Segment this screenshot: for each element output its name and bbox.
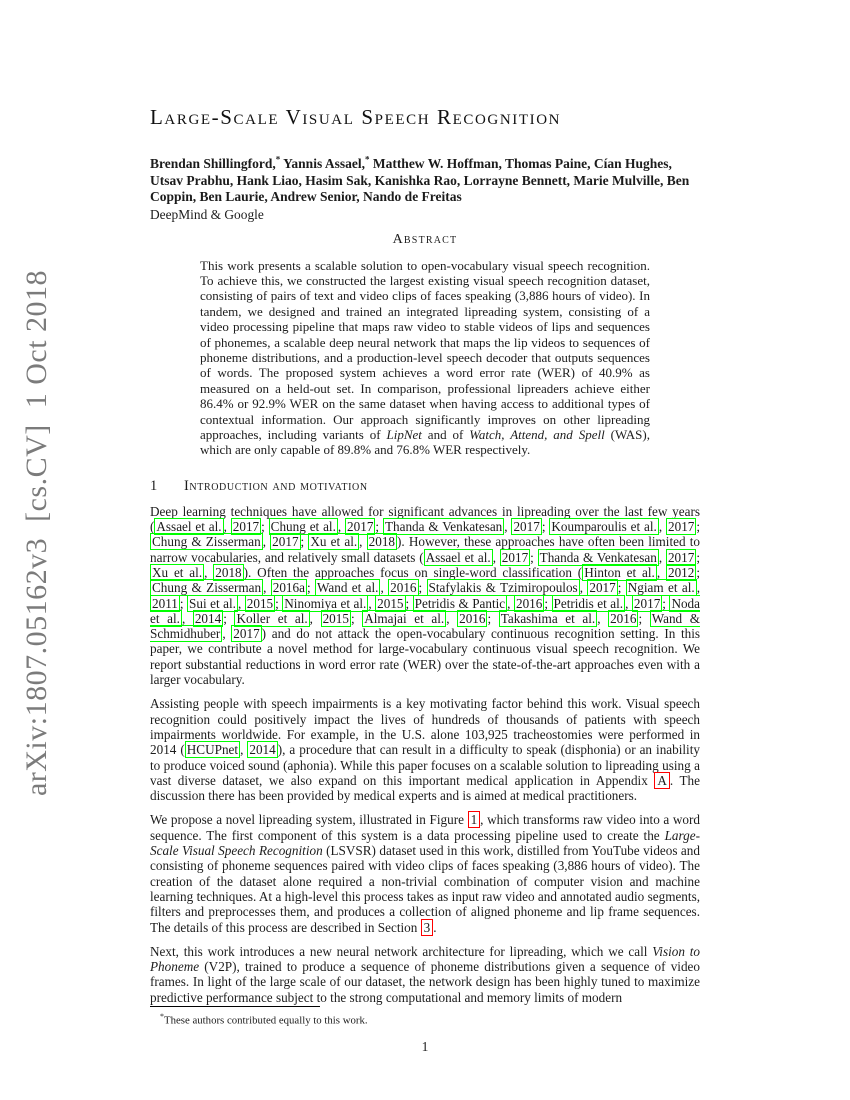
italic-text: LipNet (386, 426, 422, 442)
citation-link[interactable]: 2018 (215, 564, 242, 580)
citation-link[interactable]: Koumparoulis et al. (551, 519, 657, 535)
citation-link[interactable]: 2017 (633, 595, 661, 611)
footnote-marker: * (364, 154, 370, 165)
paragraph-intro-citations: Deep learning techniques have allowed for significant advances in lipreading over the last few years ( Assael et al. , 2017 ; Chung et al. , 2017 ; Thanda & Venkatesan , 2017 ; Koumparoulis et al. , 2017 ; Chung & Zisserman , 2017 ; Xu et al. , 2018 ). However, these approaches have often been limited to narrow vocabularies, and relatively small datasets ( Assael et al. , 2017 ; Thanda & Venkatesan , 2017 ; Xu et al. , 2018 ). Often the approaches focus on single-word classification ( Hinton et al. , 2012 ; Chung & Zisserman , 2016a ; Wand et al. , 2016 ; Stafylakis & Tzimiropoulos , 2017 ; Ngiam et al. , 2011 ; Sui et al. , 2015 ; Ninomiya et al. , 2015 ; Petridis & Pantic , 2016 ; Petridis et al. , 2017 ; Noda et al. , 2014 ; Koller et al. , 2015 ; Almajai et al. , 2016 ; Takashima et al. , 2016 ; Wand & Schmidhuber , 2017 ) and do not attack the open-vocabulary continuous recognition setting. In this paper, we contribute a novel method for large-vocabulary continuous visual speech recognition. We report substantial reductions in word error rate (WER) over the state-of-the-art approaches even with a larger vocabulary. (150, 503, 701, 688)
footnote-body: These authors contributed equally to this work. (164, 1014, 368, 1027)
citation-link[interactable]: Assael et al. (156, 519, 222, 535)
section-number: 1 (150, 477, 158, 494)
paragraph-v2p-network: Next, this work introduces a new neural network architecture for lipreading, which we call Vision to Phoneme (V2P), trained to produce a sequence of phoneme distributions given a sequence of video frames. In light of the large scale of our dataset, the network design has been highly tuned to maximize predictive performance subject to the strong computational and memory limits of modern (150, 943, 700, 1005)
citation-link[interactable]: Ninomiya et al. (284, 595, 367, 611)
italic-text: Vision to Phoneme (150, 943, 700, 975)
italic-text: Large-Scale Visual Speech Recognition (150, 827, 700, 859)
citation-link[interactable]: 2017 (589, 580, 616, 596)
citation-link[interactable]: Almajai et al. (364, 610, 445, 626)
citation-link[interactable]: Chung et al. (270, 519, 336, 535)
citation-link[interactable]: 2016 (515, 595, 543, 611)
citation-link[interactable]: 2015 (246, 595, 274, 611)
citation-link[interactable]: 2018 (368, 534, 395, 550)
citation-link[interactable]: Petridis et al. (553, 595, 624, 611)
citation-link[interactable]: Ngiam et al. (627, 580, 695, 596)
footnote (150, 1006, 700, 1028)
page-number: 1 (421, 1039, 429, 1054)
paper-title: Large-Scale Visual Speech Recognition (150, 105, 562, 129)
citation-link[interactable]: Takashima et al. (500, 610, 596, 626)
citation-link[interactable]: 2011 (152, 595, 178, 611)
footnote-rule (150, 1006, 320, 1007)
internal-ref-link[interactable]: A (654, 772, 670, 789)
citation-link[interactable]: HCUPnet (186, 742, 239, 758)
citation-link[interactable]: 2017 (347, 519, 374, 535)
italic-text: Watch, Attend, and Spell (469, 426, 605, 442)
citation-link[interactable]: 2016a (272, 580, 305, 596)
citation-link[interactable]: 2016 (390, 580, 417, 596)
paragraph-system-overview: We propose a novel lipreading system, illustrated in Figure 1 , which transforms raw video into a word sequence. The first component of this system is a data processing pipeline used to create the Large-Scale Visual Speech Recognition (LSVSR) dataset used in this work, distilled from YouTube videos and consisting of phoneme sequences paired with video clips of faces speaking (3,886 hours of video). The creation of the dataset alone required a non-trivial combination of computer vision and machine learning techniques. At a high-level this process takes as input raw video and annotated audio segments, filters and preprocesses them, and produces a collection of aligned phoneme and lip frame sequences. The details of this process are described in Section 3 . (150, 812, 700, 935)
paper-content (150, 0, 700, 1005)
citation-link[interactable]: 2017 (232, 519, 260, 535)
citation-link[interactable]: Thanda & Venkatesan (384, 519, 503, 535)
citation-link[interactable]: 2016 (610, 610, 637, 626)
citation-link[interactable]: Chung & Zisserman (152, 580, 262, 596)
affiliation: DeepMind & Google (150, 206, 264, 222)
section-heading (150, 478, 700, 495)
citation-link[interactable]: 2014 (249, 742, 276, 758)
citation-link[interactable]: 2017 (668, 519, 695, 535)
citation-link[interactable]: Xu et al. (310, 534, 358, 550)
citation-link[interactable]: Assael et al. (425, 549, 491, 565)
citation-link[interactable]: 2017 (233, 626, 260, 642)
citation-link[interactable]: 2016 (459, 610, 486, 626)
footnote-marker: * (275, 154, 281, 165)
citation-link[interactable]: Petridis & Pantic (414, 595, 506, 611)
abstract-body: This work presents a scalable solution to open-vocabulary visual speech recognition. To achieve this, we constructed the largest existing visual speech recognition dataset, consisting of pairs of text and video clips of faces speaking (3,886 hours of video). In tandem, we designed and trained an integrated lipreading system, consisting of a video processing pipeline that maps raw video to stable videos of lips and sequences of phonemes, a scalable deep neural network that maps the lip videos to sequences of phoneme distributions, and a production-level speech decoder that outputs sequences of words. The proposed system achieves a word error rate (WER) of 40.9% as measured on a held-out set. In comparison, professional lipreaders achieve either 86.4% or 92.9% WER on the same dataset when having access to additional types of contextual information. Our approach significantly improves on other lipreading approaches, including variants of LipNet and of Watch, Attend, and Spell (WAS), which are only capable of 89.8% and 76.8% WER respectively. (200, 257, 650, 458)
footnote-marker: * (160, 1012, 164, 1021)
citation-link[interactable]: Chung & Zisserman (152, 534, 261, 550)
author-list: Brendan Shillingford,* Yannis Assael,* Matthew W. Hoffman, Thomas Paine, Cían Hughes, Utsav Prabhu, Hank Liao, Hasim Sak, Kanishka Rao, Lorrayne Bennett, Marie Mulville, Ben Coppin, Ben Laurie, Andrew Senior, Nando de Freitas (150, 154, 690, 204)
citation-link[interactable]: 2014 (194, 610, 222, 626)
abstract-heading: Abstract (392, 231, 458, 247)
footnote-text (150, 1010, 700, 1028)
internal-ref-link[interactable]: 3 (421, 919, 434, 936)
citation-link[interactable]: Xu et al. (152, 564, 203, 580)
citation-link[interactable]: Hinton et al. (584, 564, 655, 580)
citation-link[interactable]: 2012 (667, 564, 695, 580)
citation-link[interactable]: 2017 (667, 549, 695, 565)
internal-ref-link[interactable]: 1 (468, 811, 481, 828)
citation-link[interactable]: 2017 (513, 519, 540, 535)
citation-link[interactable]: Koller et al. (236, 610, 308, 626)
citation-link[interactable]: Stafylakis & Tzimiropoulos (428, 580, 578, 596)
citation-link[interactable]: 2017 (501, 549, 529, 565)
citation-link[interactable]: Wand & Schmidhuber (150, 610, 700, 642)
citation-link[interactable]: Sui et al. (189, 595, 236, 611)
paragraph-medical-motivation: Assisting people with speech impairments is a key motivating factor behind this work. Visual speech recognition could positively impact the lives of hundreds of thousands of patients with speech impairments worldwide. For example, in the U.S. alone 103,925 tracheostomies were performed in 2014 ( HCUPnet , 2014 ), a procedure that can result in a difficulty to speak (disphonia) or an inability to produce voiced sound (aphonia). While this paper focuses on a scalable solution to lipreading using a vast diverse dataset, we also expand on this important medical application in Appendix A . The discussion there has been provided by medical experts and is aimed at medical practitioners. (150, 696, 700, 804)
citation-link[interactable]: Noda et al. (150, 595, 701, 626)
citation-link[interactable]: Wand et al. (317, 580, 379, 596)
citation-link[interactable]: Thanda & Venkatesan (539, 549, 657, 565)
citation-link[interactable]: 2017 (272, 534, 299, 550)
citation-link[interactable]: 2015 (377, 595, 404, 611)
citation-link[interactable]: 2015 (322, 610, 349, 626)
arxiv-watermark: arXiv:1807.05162v3 [cs.CV] 1 Oct 2018 (20, 269, 53, 797)
section-title: Introduction and motivation (184, 477, 368, 494)
